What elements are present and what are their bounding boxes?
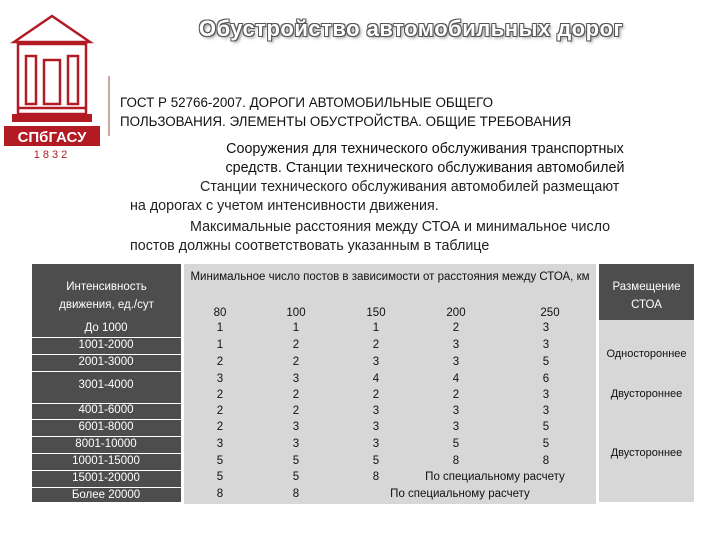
table-cell: 3 — [372, 421, 380, 433]
table-cell: 8 — [292, 488, 300, 500]
table-cell: 3 — [542, 405, 550, 417]
table-cell: 2 — [452, 322, 460, 334]
logo-year: 1832 — [33, 149, 71, 160]
row-divider — [32, 419, 181, 420]
table-cell: 2 — [372, 389, 380, 401]
row-divider — [32, 487, 181, 488]
placement-one-sided: Одностороннее — [606, 348, 687, 360]
table-cell: 3 — [216, 438, 224, 450]
table-cell: 2 — [372, 339, 380, 351]
table-cell: 8 — [452, 455, 460, 467]
table-cell: 3 — [452, 356, 460, 368]
table-cell: 2 — [216, 356, 224, 368]
table-cell: 3 — [292, 373, 300, 385]
table-cell: 4 — [372, 373, 380, 385]
distance-80: 80 — [213, 307, 227, 319]
table-cell: 3 — [372, 405, 380, 417]
table-cell: 2 — [292, 356, 300, 368]
col-posts-header: Минимальное число постов в зависимости от расстояния между СТОА, км — [190, 271, 590, 283]
table-cell: 5 — [216, 471, 224, 483]
table-cell: 3 — [292, 421, 300, 433]
gost-line-1: ГОСТ Р 52766-2007. ДОРОГИ АВТОМОБИЛЬНЫЕ ОБЩЕГО — [120, 95, 494, 110]
distance-250: 250 — [540, 307, 560, 319]
intensity-6: 6001-8000 — [78, 421, 134, 433]
table-cell: 5 — [216, 455, 224, 467]
col-intensity-header — [32, 264, 181, 322]
paragraph-1-line-2: на дорогах с учетом интенсивности движения. — [130, 198, 439, 214]
row-divider — [32, 403, 181, 404]
table-cell: 8 — [542, 455, 550, 467]
table-cell-special: По специальному расчету — [390, 488, 530, 500]
table-cell: 2 — [452, 389, 460, 401]
table-cell: 5 — [542, 438, 550, 450]
intensity-4: 3001-4000 — [78, 379, 134, 391]
row-divider — [32, 436, 181, 437]
intensity-3: 2001-3000 — [78, 356, 134, 368]
divider — [108, 76, 110, 136]
table-cell: 2 — [216, 421, 224, 433]
table-cell: 3 — [542, 389, 550, 401]
intensity-9: 15001-20000 — [72, 472, 140, 484]
table-cell: 5 — [452, 438, 460, 450]
placement-two-sided: Двустороннее — [610, 388, 683, 400]
table-cell: 3 — [216, 373, 224, 385]
table-cell: 6 — [542, 373, 550, 385]
row-divider — [32, 337, 181, 338]
table-cell: 5 — [542, 421, 550, 433]
section-line-1: Сооружения для технического обслуживания транспортных — [226, 141, 624, 157]
paragraph-2-line-2: постов должны соответствовать указанным в таблице — [130, 238, 490, 254]
intensity-1: До 1000 — [84, 322, 128, 334]
table-cell: 3 — [372, 438, 380, 450]
row-divider — [32, 371, 181, 372]
intensity-2: 1001-2000 — [78, 339, 134, 351]
table-cell: 1 — [216, 339, 224, 351]
table-cell: 1 — [216, 322, 224, 334]
section-heading — [140, 140, 710, 178]
placement-two-sided-2: Двустороннее — [610, 447, 683, 459]
table-cell: 3 — [542, 322, 550, 334]
paragraph-1-line-1: Станции технического обслуживания автомобилей размещают — [200, 179, 620, 195]
table-cell: 3 — [372, 356, 380, 368]
distance-150: 150 — [366, 307, 386, 319]
col-placement-header — [599, 264, 694, 320]
university-logo — [4, 8, 100, 160]
table-cell: 8 — [216, 488, 224, 500]
paragraph-2-line-1: Максимальные расстояния между СТОА и минимальное число — [190, 219, 611, 235]
table-cell: 8 — [372, 471, 380, 483]
table-cell: 3 — [452, 339, 460, 351]
table-cell: 3 — [452, 405, 460, 417]
paragraph-2 — [130, 218, 710, 256]
table-cell: 2 — [292, 389, 300, 401]
table-cell: 3 — [452, 421, 460, 433]
intensity-10: Более 20000 — [71, 489, 141, 501]
intensity-8: 10001-15000 — [72, 455, 140, 467]
gost-heading — [120, 93, 700, 131]
section-line-2: средств. Станции технического обслуживания автомобилей — [225, 160, 625, 176]
table-cell: 5 — [292, 471, 300, 483]
row-divider — [32, 470, 181, 471]
distance-200: 200 — [446, 307, 466, 319]
table-cell: 3 — [292, 438, 300, 450]
table-cell: 2 — [216, 389, 224, 401]
intensity-7: 8001-10000 — [75, 438, 137, 450]
table-cell: 3 — [542, 339, 550, 351]
row-divider — [32, 354, 181, 355]
row-divider — [32, 453, 181, 454]
intensity-5: 4001-6000 — [78, 404, 134, 416]
col-placement-header-label: Размещение СТОА — [612, 281, 681, 311]
table-cell: 2 — [292, 405, 300, 417]
table-cell-special: По специальному расчету — [425, 471, 565, 483]
logo-text: СПбГАСУ — [17, 129, 87, 146]
paragraph-1 — [130, 178, 710, 216]
table-cell: 5 — [292, 455, 300, 467]
col-intensity-header-label: Интенсивность движения, ед./сут — [59, 281, 154, 311]
table-cell: 5 — [542, 356, 550, 368]
table-cell: 2 — [292, 339, 300, 351]
table-cell: 1 — [372, 322, 380, 334]
page-title: Обустройство автомобильных дорог — [198, 16, 624, 41]
table-cell: 5 — [372, 455, 380, 467]
table-cell: 4 — [452, 373, 460, 385]
gost-line-2: ПОЛЬЗОВАНИЯ. ЭЛЕМЕНТЫ ОБУСТРОЙСТВА. ОБЩИЕ ТРЕБОВАНИЯ — [120, 114, 572, 129]
distance-100: 100 — [286, 307, 306, 319]
table-cell: 1 — [292, 322, 300, 334]
table-cell: 2 — [216, 405, 224, 417]
